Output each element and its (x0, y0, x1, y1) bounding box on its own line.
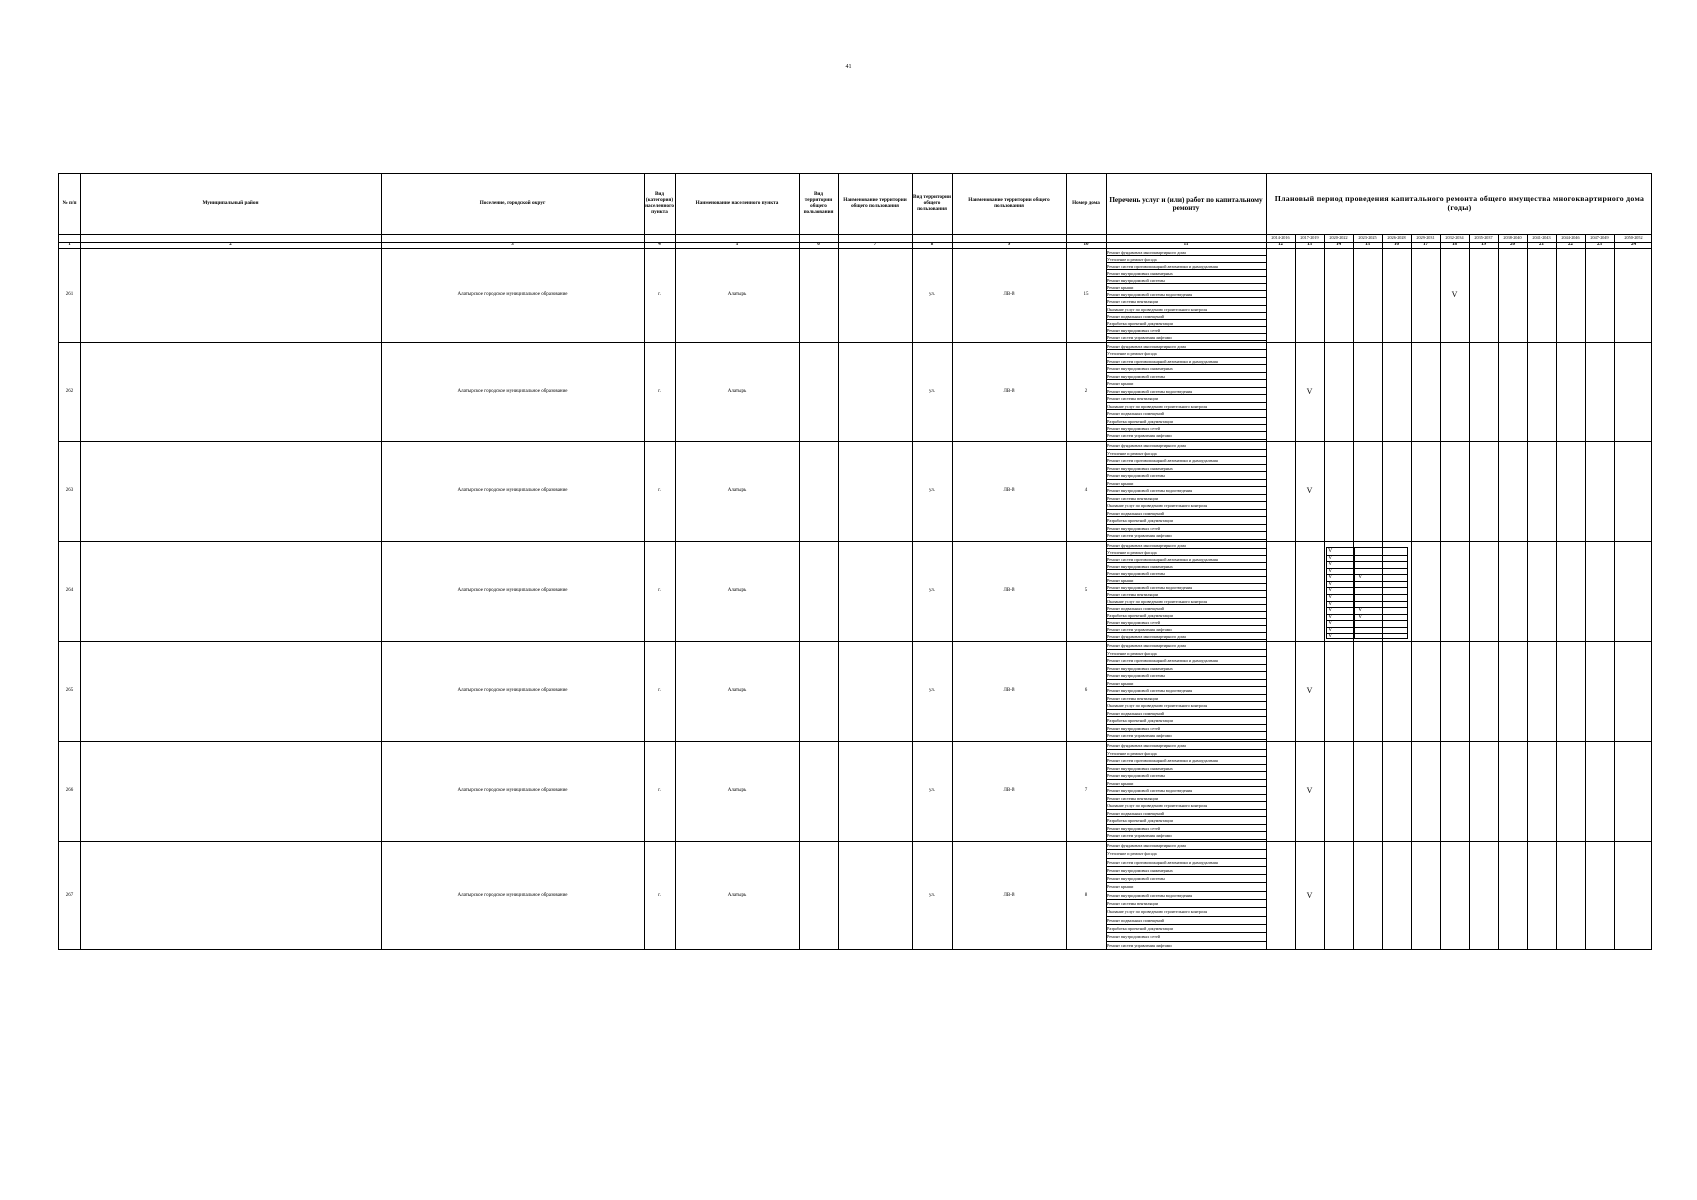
column-number: 6 (817, 242, 820, 248)
row-number: 264 (65, 588, 74, 594)
row-public-type: ул. (928, 688, 936, 694)
works-list (1106, 542, 1266, 640)
work-item: Ремонт систем управления лифтами (1106, 942, 1266, 950)
work-item: Ремонт систем управления лифтами (1106, 532, 1266, 540)
work-item: Ремонт крыши (1106, 380, 1266, 387)
work-item: Ремонт систем противопожарной автоматики и дымоудаления (1106, 657, 1266, 665)
row-number: 263 (65, 488, 74, 494)
period-label: 2029-2031 (1416, 234, 1435, 240)
work-item: Ремонт внутридомовых инженерных (1106, 665, 1266, 673)
work-item: Ремонт систем противопожарной автоматики и дымоудаления (1106, 358, 1266, 365)
period-mark: V (1328, 633, 1333, 640)
work-item: Ремонт крыши (1106, 780, 1266, 788)
work-item: Ремонт внутридомовых инженерных (1106, 765, 1266, 773)
work-item: Ремонт внутридомовых сетей (1106, 825, 1266, 833)
row-public-type: ул. (928, 388, 936, 394)
period-label: 2035-2037 (1474, 234, 1493, 240)
work-item: Утепление и ремонт фасада (1106, 350, 1266, 357)
work-item: Оказание услуг по проведению строительного контроля (1106, 598, 1266, 605)
work-item: Разработка проектной документации (1106, 612, 1266, 619)
subgrid-row (1327, 594, 1407, 595)
work-item: Утепление и ремонт фасада (1106, 850, 1266, 858)
work-item: Ремонт систем противопожарной автоматики и дымоудаления (1106, 859, 1266, 867)
work-item: Ремонт внутридомовых сетей (1106, 933, 1266, 941)
row-public-type: ул. (928, 588, 936, 594)
work-item: Ремонт внутридомовых сетей (1106, 525, 1266, 533)
row-house-number: 6 (1084, 688, 1088, 694)
works-list (1106, 742, 1266, 840)
period-mark: V (1328, 561, 1333, 568)
subgrid-row (1327, 568, 1407, 569)
column-divider (1469, 234, 1470, 949)
header-settlement: Поселение, городской округ (479, 200, 546, 207)
period-mark: V (1306, 891, 1313, 901)
column-divider (1556, 234, 1557, 949)
work-item: Ремонт внутридомовых инженерных (1106, 465, 1266, 473)
work-item: Утепление и ремонт фасада (1106, 750, 1266, 758)
column-number: 24 (1631, 242, 1636, 248)
work-item: Ремонт крыши (1106, 577, 1266, 584)
work-item: Разработка проектной документации (1106, 925, 1266, 933)
work-item: Разработка проектной документации (1106, 320, 1266, 327)
work-item: Ремонт внутридомовой системы (1106, 570, 1266, 577)
work-item: Ремонт фундамента многоквартирного дома (1106, 343, 1266, 350)
header-locality-type: Вид (категория) населенного пункта (645, 191, 674, 215)
work-item: Ремонт внутридомовой системы (1106, 875, 1266, 883)
row-public-type: ул. (928, 292, 936, 298)
capital-repair-table (58, 173, 1652, 950)
header-num: № п/п (62, 200, 77, 207)
work-item: Ремонт внутридомовых сетей (1106, 425, 1266, 432)
column-number: 13 (1307, 242, 1312, 248)
header-territory-name: Наименование территории общего пользования (843, 197, 907, 209)
row-divider (59, 841, 1651, 842)
work-item: Ремонт крыши (1106, 883, 1266, 891)
column-number: 16 (1394, 242, 1399, 248)
row-locality-type: г. (658, 488, 661, 494)
column-divider (1527, 234, 1528, 949)
period-mark: V (1328, 567, 1333, 574)
subgrid-row (1327, 607, 1407, 608)
work-item: Ремонт систем управления лифтами (1106, 626, 1266, 633)
work-item: Ремонт системы вентиляции (1106, 795, 1266, 803)
period-mark: V (1306, 486, 1313, 496)
period-mark: V (1328, 620, 1333, 627)
column-number: 10 (1083, 242, 1089, 248)
row-locality-type: г. (658, 388, 661, 394)
column-divider (1498, 234, 1499, 949)
row-settlement: Алатырское городское муниципальное образование (457, 688, 568, 694)
work-item: Ремонт систем противопожарной автоматики и дымоудаления (1106, 263, 1266, 270)
period-mark: V (1358, 607, 1363, 614)
work-item: Ремонт систем противопожарной автоматики и дымоудаления (1106, 556, 1266, 563)
work-item: Утепление и ремонт фасада (1106, 450, 1266, 458)
header-public-name: Наименование территории общего пользования (968, 197, 1050, 209)
column-number: 3 (511, 242, 514, 248)
row-locality-name: Алатырь (727, 388, 747, 394)
work-item: Ремонт внутридомовых инженерных (1106, 563, 1266, 570)
row-settlement: Алатырское городское муниципальное образование (457, 788, 568, 794)
column-number: 12 (1278, 242, 1283, 248)
row-number: 266 (65, 788, 74, 794)
period-mark: V (1328, 574, 1333, 581)
work-item: Ремонт внутридомовых инженерных (1106, 270, 1266, 277)
works-list (1106, 442, 1266, 540)
row-locality-name: Алатырь (727, 788, 747, 794)
row-locality-name: Алатырь (727, 588, 747, 594)
work-item: Ремонт систем управления лифтами (1106, 832, 1266, 840)
column-number: 5 (735, 242, 739, 248)
row-locality-name: Алатырь (727, 292, 747, 298)
period-mark: V (1328, 548, 1333, 554)
row-public-name: ЛВ-й (1003, 488, 1015, 494)
row-locality-name: Алатырь (727, 893, 747, 899)
period-mark: V (1358, 574, 1363, 581)
row-number: 265 (65, 688, 74, 694)
work-item: Ремонт подвальных помещений (1106, 710, 1266, 718)
work-item: Ремонт подвальных помещений (1106, 917, 1266, 925)
works-list (1106, 842, 1266, 950)
column-number: 22 (1568, 242, 1573, 248)
column-number: 11 (1183, 242, 1189, 248)
period-mark: V (1451, 290, 1458, 300)
work-item: Ремонт системы вентиляции (1106, 298, 1266, 305)
work-item: Ремонт фундамента многоквартирного дома (1106, 249, 1266, 256)
period-label: 2050-2052 (1624, 234, 1643, 240)
work-item: Ремонт системы вентиляции (1106, 395, 1266, 402)
subgrid-row (1327, 633, 1407, 634)
period-mark: V (1306, 386, 1313, 396)
period-label: 2026-2028 (1387, 234, 1406, 240)
column-number: 14 (1336, 242, 1341, 248)
period-mark: V (1328, 607, 1333, 614)
row-locality-type: г. (658, 688, 661, 694)
work-item: Ремонт внутридомовых сетей (1106, 725, 1266, 733)
work-item: Утепление и ремонт фасада (1106, 256, 1266, 263)
work-item: Ремонт крыши (1106, 284, 1266, 291)
work-item: Ремонт подвальных помещений (1106, 510, 1266, 518)
works-list (1106, 343, 1266, 440)
header-house: Номер дома (1072, 200, 1100, 207)
work-item: Ремонт фундамента многоквартирного дома (1106, 542, 1266, 549)
row-public-name: ЛВ-й (1003, 292, 1015, 298)
subgrid-row (1327, 587, 1407, 588)
row-public-type: ул. (928, 893, 936, 899)
row-locality-type: г. (658, 588, 661, 594)
row-house-number: 2 (1084, 388, 1088, 394)
row-locality-name: Алатырь (727, 688, 747, 694)
column-number: 8 (930, 242, 934, 248)
subgrid-divider (1354, 548, 1355, 638)
work-item: Оказание услуг по проведению строительного контроля (1106, 802, 1266, 810)
period-label: 2014-2016 (1271, 234, 1290, 240)
period-mark: V (1358, 613, 1363, 620)
work-item: Ремонт систем управления лифтами (1106, 732, 1266, 740)
row-divider (59, 342, 1651, 343)
subgrid-row (1327, 561, 1407, 562)
work-item: Ремонт системы вентиляции (1106, 591, 1266, 598)
period-subgrid (1326, 547, 1408, 639)
work-item: Оказание услуг по проведению строительного контроля (1106, 702, 1266, 710)
row-house-number: 8 (1084, 893, 1088, 899)
work-item: Ремонт подвальных помещений (1106, 313, 1266, 320)
work-item: Ремонт фундамента многоквартирного дома (1106, 442, 1266, 450)
work-item: Ремонт внутридомовых сетей (1106, 619, 1266, 626)
work-item: Ремонт внутридомовых сетей (1106, 327, 1266, 334)
row-public-type: ул. (928, 488, 936, 494)
column-number: 1 (68, 242, 71, 248)
work-item: Утепление и ремонт фасада (1106, 549, 1266, 556)
period-mark: V (1328, 613, 1333, 620)
period-label: 2017-2019 (1300, 234, 1319, 240)
works-list (1106, 642, 1266, 740)
work-item: Оказание услуг по проведению строительного контроля (1106, 908, 1266, 916)
column-divider (1585, 234, 1586, 949)
works-list (1106, 249, 1266, 341)
column-number: 9 (1007, 242, 1011, 248)
work-item: Ремонт системы вентиляции (1106, 495, 1266, 503)
row-number: 262 (65, 388, 74, 394)
subgrid-row (1327, 620, 1407, 621)
work-item: Ремонт внутридомовой системы (1106, 672, 1266, 680)
work-item: Ремонт внутридомовой системы водоотведения (1106, 892, 1266, 900)
work-item: Ремонт внутридомовой системы (1106, 373, 1266, 380)
work-item: Разработка проектной документации (1106, 418, 1266, 425)
column-divider (1324, 234, 1325, 949)
column-number: 20 (1510, 242, 1515, 248)
subgrid-row (1327, 614, 1407, 615)
header-district: Муниципальный район (202, 200, 259, 207)
work-item: Ремонт внутридомовой системы водоотведения (1106, 487, 1266, 495)
work-item: Ремонт подвальных помещений (1106, 810, 1266, 818)
period-label: 2041-2043 (1532, 234, 1551, 240)
work-item: Ремонт внутридомовой системы (1106, 277, 1266, 284)
work-item: Оказание услуг по проведению строительного контроля (1106, 306, 1266, 313)
column-divider (838, 174, 839, 949)
work-item: Ремонт фундамента многоквартирного дома (1106, 642, 1266, 650)
row-divider (59, 641, 1651, 642)
row-public-name: ЛВ-й (1003, 588, 1015, 594)
work-item: Ремонт внутридомовой системы водоотведения (1106, 787, 1266, 795)
work-item: Оказание услуг по проведению строительного контроля (1106, 502, 1266, 510)
work-item: Ремонт внутридомовой системы водоотведения (1106, 291, 1266, 298)
work-item: Ремонт фундамента многоквартирного дома (1106, 742, 1266, 750)
work-item: Ремонт систем управления лифтами (1106, 432, 1266, 439)
work-item: Утепление и ремонт фасада (1106, 650, 1266, 658)
subgrid-row (1327, 555, 1407, 556)
column-number: 4 (658, 242, 661, 248)
period-label: 2020-2022 (1329, 234, 1348, 240)
row-house-number: 4 (1084, 488, 1088, 494)
work-item: Разработка проектной документации (1106, 817, 1266, 825)
row-public-type: ул. (928, 788, 936, 794)
work-item: Ремонт внутридомовых инженерных (1106, 365, 1266, 372)
work-item: Ремонт систем противопожарной автоматики и дымоудаления (1106, 757, 1266, 765)
work-item: Ремонт внутридомовой системы водоотведения (1106, 584, 1266, 591)
row-divider (59, 541, 1651, 542)
header-locality-name: Наименование населенного пункта (695, 200, 779, 207)
header-public-type: Вид территории общего пользования (913, 194, 951, 212)
period-mark: V (1328, 587, 1333, 594)
header-divider (59, 248, 1651, 249)
work-item: Разработка проектной документации (1106, 517, 1266, 525)
work-item: Ремонт системы вентиляции (1106, 900, 1266, 908)
row-settlement: Алатырское городское муниципальное образование (457, 388, 568, 394)
period-label: 2023-2025 (1358, 234, 1377, 240)
row-public-name: ЛВ-й (1003, 893, 1015, 899)
subgrid-row (1327, 627, 1407, 628)
column-number: 23 (1597, 242, 1602, 248)
header-territory-type: Вид территории общего пользования (803, 191, 834, 215)
row-locality-type: г. (658, 788, 661, 794)
work-item: Ремонт систем управления лифтами (1106, 334, 1266, 341)
row-house-number: 5 (1084, 588, 1088, 594)
period-mark: V (1328, 600, 1333, 607)
header-works: Перечень услуг и (или) работ по капитальному ремонту (1109, 195, 1263, 212)
row-house-number: 15 (1083, 292, 1089, 298)
work-item: Ремонт фундамента многоквартирного дома (1106, 633, 1266, 640)
column-number: 2 (229, 242, 232, 248)
column-divider (799, 174, 800, 949)
row-public-name: ЛВ-й (1003, 688, 1015, 694)
column-number: 21 (1539, 242, 1544, 248)
row-settlement: Алатырское городское муниципальное образование (457, 588, 568, 594)
row-settlement: Алатырское городское муниципальное образование (457, 292, 568, 298)
row-number: 267 (65, 893, 74, 899)
column-number: 18 (1452, 242, 1457, 248)
work-item: Ремонт внутридомовой системы (1106, 472, 1266, 480)
column-divider (80, 174, 81, 949)
header-period-title: Плановый период проведения капитального ремонта общего имущества многоквартирного дома (годы) (1274, 194, 1645, 212)
column-number: 15 (1365, 242, 1370, 248)
period-mark: V (1328, 554, 1333, 561)
work-item: Разработка проектной документации (1106, 717, 1266, 725)
period-label: 2047-2049 (1590, 234, 1609, 240)
period-mark: V (1328, 580, 1333, 587)
row-public-name: ЛВ-й (1003, 388, 1015, 394)
row-settlement: Алатырское городское муниципальное образование (457, 893, 568, 899)
column-number: 7 (873, 242, 877, 248)
work-item: Ремонт внутридомовой системы (1106, 772, 1266, 780)
column-divider (1614, 234, 1615, 949)
work-item: Ремонт подвальных помещений (1106, 410, 1266, 417)
row-divider (59, 741, 1651, 742)
period-mark: V (1328, 594, 1333, 600)
subgrid-row (1327, 581, 1407, 582)
row-locality-type: г. (658, 893, 661, 899)
column-divider (1266, 174, 1267, 949)
subgrid-row (1327, 601, 1407, 602)
work-item: Ремонт крыши (1106, 480, 1266, 488)
column-number: 17 (1423, 242, 1428, 248)
page-number: 41 (845, 64, 852, 70)
row-house-number: 7 (1084, 788, 1088, 794)
period-label: 2032-2034 (1445, 234, 1464, 240)
row-number: 261 (65, 292, 74, 298)
work-item: Ремонт внутридомовой системы водоотведения (1106, 687, 1266, 695)
subgrid-row (1327, 574, 1407, 575)
work-item: Ремонт фундамента многоквартирного дома (1106, 842, 1266, 850)
work-item: Ремонт систем противопожарной автоматики и дымоудаления (1106, 457, 1266, 465)
work-item: Ремонт крыши (1106, 680, 1266, 688)
period-mark: V (1306, 686, 1313, 696)
period-label: 2038-2040 (1503, 234, 1522, 240)
work-item: Ремонт подвальных помещений (1106, 605, 1266, 612)
column-divider (1411, 234, 1412, 949)
column-number: 19 (1481, 242, 1486, 248)
work-item: Оказание услуг по проведению строительного контроля (1106, 403, 1266, 410)
row-locality-name: Алатырь (727, 488, 747, 494)
row-divider (59, 441, 1651, 442)
work-item: Ремонт системы вентиляции (1106, 695, 1266, 703)
row-public-name: ЛВ-й (1003, 788, 1015, 794)
period-mark: V (1328, 626, 1333, 633)
period-mark: V (1306, 786, 1313, 796)
period-label: 2044-2046 (1561, 234, 1580, 240)
work-item: Ремонт внутридомовой системы водоотведения (1106, 388, 1266, 395)
row-locality-type: г. (658, 292, 661, 298)
row-settlement: Алатырское городское муниципальное образование (457, 488, 568, 494)
work-item: Ремонт внутридомовых инженерных (1106, 867, 1266, 875)
